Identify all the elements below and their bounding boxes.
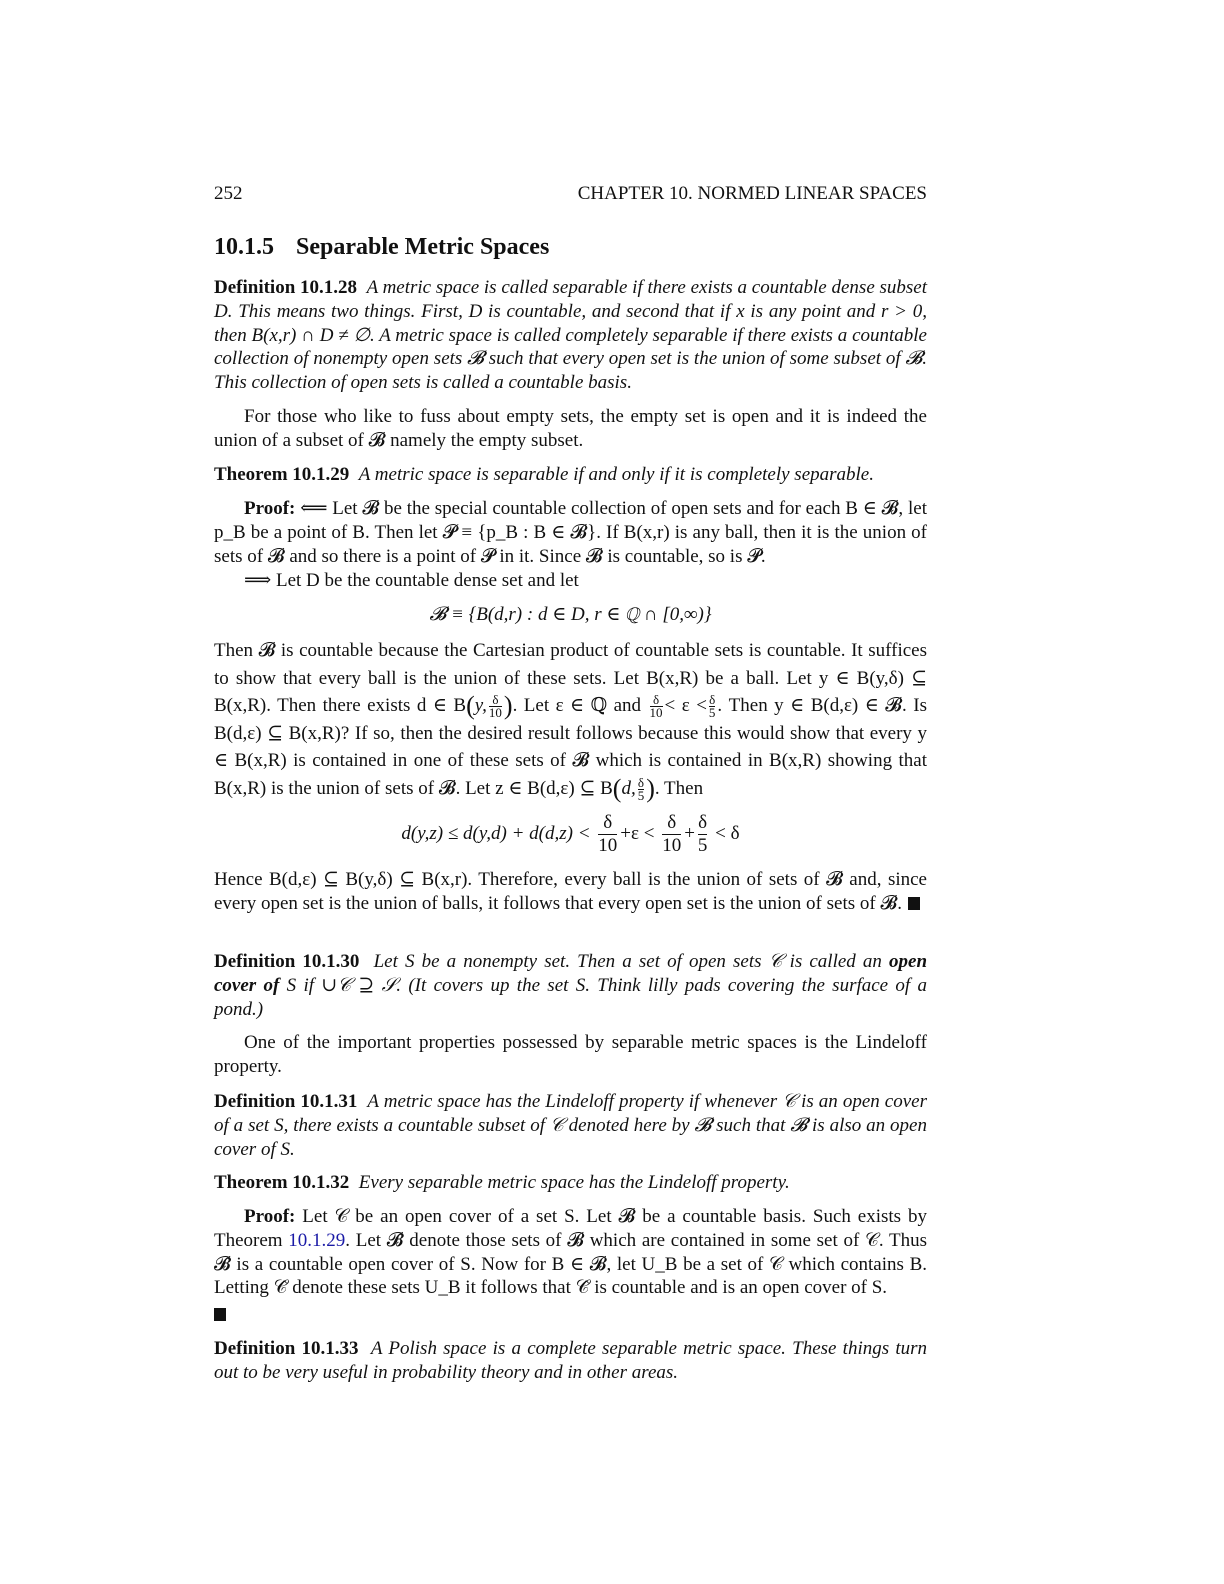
proof-label: Proof: <box>244 498 296 519</box>
fraction-delta-5 <box>637 774 645 803</box>
definition-text: Let S be a nonempty set. Then a set of open sets 𝒞 is called an <box>373 951 882 972</box>
denominator: 5 <box>637 787 645 803</box>
proof-text: Hence B(d,ε) ⊆ B(y,δ) ⊆ B(x,r). Therefore, every ball is the union of sets of 𝓑 and, since every open set is the union of balls, it follows that every open set is the union of sets of 𝓑. <box>214 869 927 914</box>
qed-square-icon <box>214 1308 226 1321</box>
proof-text: . Then <box>654 777 704 799</box>
equation-lhs: d(y,z) ≤ d(y,d) + d(d,z) < <box>401 822 591 844</box>
denominator: 5 <box>697 835 708 856</box>
defined-term: open cover of <box>214 951 928 996</box>
theorem-reference-link[interactable]: 10.1.29 <box>288 1229 346 1251</box>
proof-text: < ε < <box>664 695 707 716</box>
equation-mid: +ε < <box>620 822 655 844</box>
remark-lindeloff <box>214 1031 927 1079</box>
section-number: 10.1.5 <box>214 234 274 260</box>
fraction-delta-5 <box>709 694 716 719</box>
denominator: 10 <box>649 705 663 721</box>
proof-text: Then 𝓑 is countable because the Cartesian product of countable sets is countable. It suffices to show that every ball is the union of these sets. Let B(x,R) be a ball. Let y ∈ B(y,δ) ⊆ B(x,R). Then there exists d ∈ B <box>214 640 927 716</box>
denominator: 10 <box>598 835 618 856</box>
numerator: δ <box>652 692 660 708</box>
proof-10-1-29-para3: Then 𝓑 is countable because the Cartesian product of countable sets is countable. It suffices to show that every ball is the union of these sets. Let B(x,R) be a ball. Let y ∈ B(y,δ) ⊆ B(x,R). Then there exists d ∈ B(y, $\frac{\delta}{10}$ ). Let ε ∈ ℚ and $\frac{\delta}{10}$ < ε < $\frac{\delta}{5}$ . Then y ∈ B(d,ε) ∈ 𝓑. Is B(d,ε) ⊆ B(x,R)? If so, then the desired result follows because this would show that every y ∈ B(x,R) is contained in one of these sets of 𝓑 which is contained in B(x,R) showing that B(x,R) is the union of sets of 𝓑. Let z ∈ B(d,ε) ⊆ B(d, $\frac{\delta}{5}$ ). Then <box>214 640 927 803</box>
numerator: δ <box>667 812 677 833</box>
definition-text: A Polish space is a complete separable metric space. These things turn out to be very useful in probability theory and in other areas. <box>214 1338 928 1383</box>
proof-text: ⟹ Let D be the countable dense set and let <box>244 570 579 591</box>
definition-10-1-28 <box>214 276 927 395</box>
proof-10-1-32-end <box>214 1303 927 1327</box>
fraction-delta-10 <box>662 812 681 857</box>
remark-text: One of the important properties possessed by separable metric spaces is the Lindeloff property. <box>214 1032 927 1077</box>
proof-text: ⟸ Let 𝓑 be the special countable collection of open sets and for each B ∈ 𝓑, let p_B be a point of B. Then let 𝓟 ≡ {p_B : B ∈ 𝓑}. If B(x,r) is any ball, then it is the union of sets of 𝓑 and so there is a point of 𝓟 in it. Since 𝓑 is countable, so is 𝓟. <box>214 498 927 567</box>
fraction-delta-10 <box>650 694 663 719</box>
theorem-label: Theorem 10.1.32 <box>214 1172 350 1193</box>
definition-label: Definition 10.1.30 <box>214 951 360 972</box>
fraction-delta-10 <box>489 694 502 719</box>
theorem-10-1-29 <box>214 463 927 487</box>
definition-10-1-31 <box>214 1090 927 1161</box>
qed-square-icon <box>908 897 920 910</box>
fraction-delta-5 <box>698 812 708 857</box>
fraction-delta-10 <box>598 812 617 857</box>
denominator: 10 <box>488 705 502 721</box>
denominator: 10 <box>662 835 682 856</box>
denominator: 5 <box>708 705 716 721</box>
theorem-label: Theorem 10.1.29 <box>214 464 350 485</box>
display-equation-triangle <box>214 812 927 857</box>
chapter-title: CHAPTER 10. NORMED LINEAR SPACES <box>577 183 927 204</box>
equation-end: < δ <box>715 822 740 844</box>
equation-plus: + <box>684 822 695 844</box>
remark-empty-set <box>214 405 927 453</box>
equation: 𝓑 ≡ {B(d,r) : d ∈ D, r ∈ ℚ ∩ [0,∞)} <box>429 604 712 625</box>
definition-text: A metric space is called separable if there exists a countable dense subset D. This means two things. First, D is countable, and second that if x is any point and r > 0, then B(x,r) ∩ D ≠ ∅. A metric space is called completely separable if there exists a countable collection of nonempty open sets 𝓑 such that every open set is the union of some subset of 𝓑. This collection of open sets is called a countable basis. <box>214 277 928 394</box>
numerator: δ <box>637 774 645 790</box>
definition-label: Definition 10.1.33 <box>214 1338 359 1359</box>
proof-10-1-29-para1 <box>214 497 927 568</box>
numerator: δ <box>492 692 499 708</box>
theorem-10-1-32 <box>214 1171 927 1195</box>
definition-text: S if ∪𝒞 ⊇ 𝒮. (It covers up the set S. Think lilly pads covering the surface of a pond.) <box>214 974 927 1020</box>
display-equation-basis <box>214 603 927 627</box>
definition-10-1-30 <box>214 950 927 1021</box>
theorem-text: Every separable metric space has the Lindeloff property. <box>358 1172 790 1193</box>
proof-text: . Let 𝓑̂ denote those sets of 𝓑 which are contained in some set of 𝒞. Thus 𝓑̂ is a countable open cover of S. Now for B ∈ 𝓑, let U_B be a set of 𝒞 which contains B. Letting 𝒞̂ denote these sets U_B it follows that 𝒞̂ is countable and is an open cover of S. <box>214 1229 927 1299</box>
section-title: Separable Metric Spaces <box>296 234 550 260</box>
page-number: 252 <box>214 183 243 204</box>
definition-10-1-33 <box>214 1337 927 1385</box>
proof-text: Let 𝒞 be an open cover of a set S. Let 𝓑 be a countable basis. Such exists by Theorem <box>214 1206 927 1251</box>
proof-text: . Let ε ∈ ℚ and <box>512 695 642 716</box>
math-var: y, <box>474 695 487 716</box>
numerator: δ <box>698 812 708 833</box>
proof-10-1-32 <box>214 1205 927 1300</box>
proof-10-1-29-para4 <box>214 868 927 916</box>
definition-label: Definition 10.1.31 <box>214 1091 358 1112</box>
remark-text: For those who like to fuss about empty sets, the empty set is open and it is indeed the union of a subset of 𝓑 namely the empty subset. <box>214 406 927 451</box>
definition-text: A metric space has the Lindeloff property if whenever 𝒞 is an open cover of a set S, there exists a countable subset of 𝒞 denoted here by 𝓑 such that 𝓑 is also an open cover of S. <box>214 1091 927 1160</box>
proof-text: . Then y ∈ B(d,ε) ∈ 𝓑. Is B(d,ε) ⊆ B(x,R)? If so, then the desired result follows because this would show that every y ∈ B(x,R) is contained in one of these sets of 𝓑 which is contained in B(x,R) showing that B(x,R) is the union of sets of 𝓑. Let z ∈ B(d,ε) ⊆ B <box>214 695 927 799</box>
proof-label: Proof: <box>244 1206 296 1227</box>
theorem-text: A metric space is separable if and only if it is completely separable. <box>358 464 874 485</box>
proof-10-1-29-para2 <box>214 569 927 593</box>
section-heading <box>214 234 549 261</box>
numerator: δ <box>709 692 716 708</box>
running-header <box>214 183 927 205</box>
math-var: d, <box>621 777 636 799</box>
definition-label: Definition 10.1.28 <box>214 277 358 298</box>
numerator: δ <box>603 812 613 833</box>
